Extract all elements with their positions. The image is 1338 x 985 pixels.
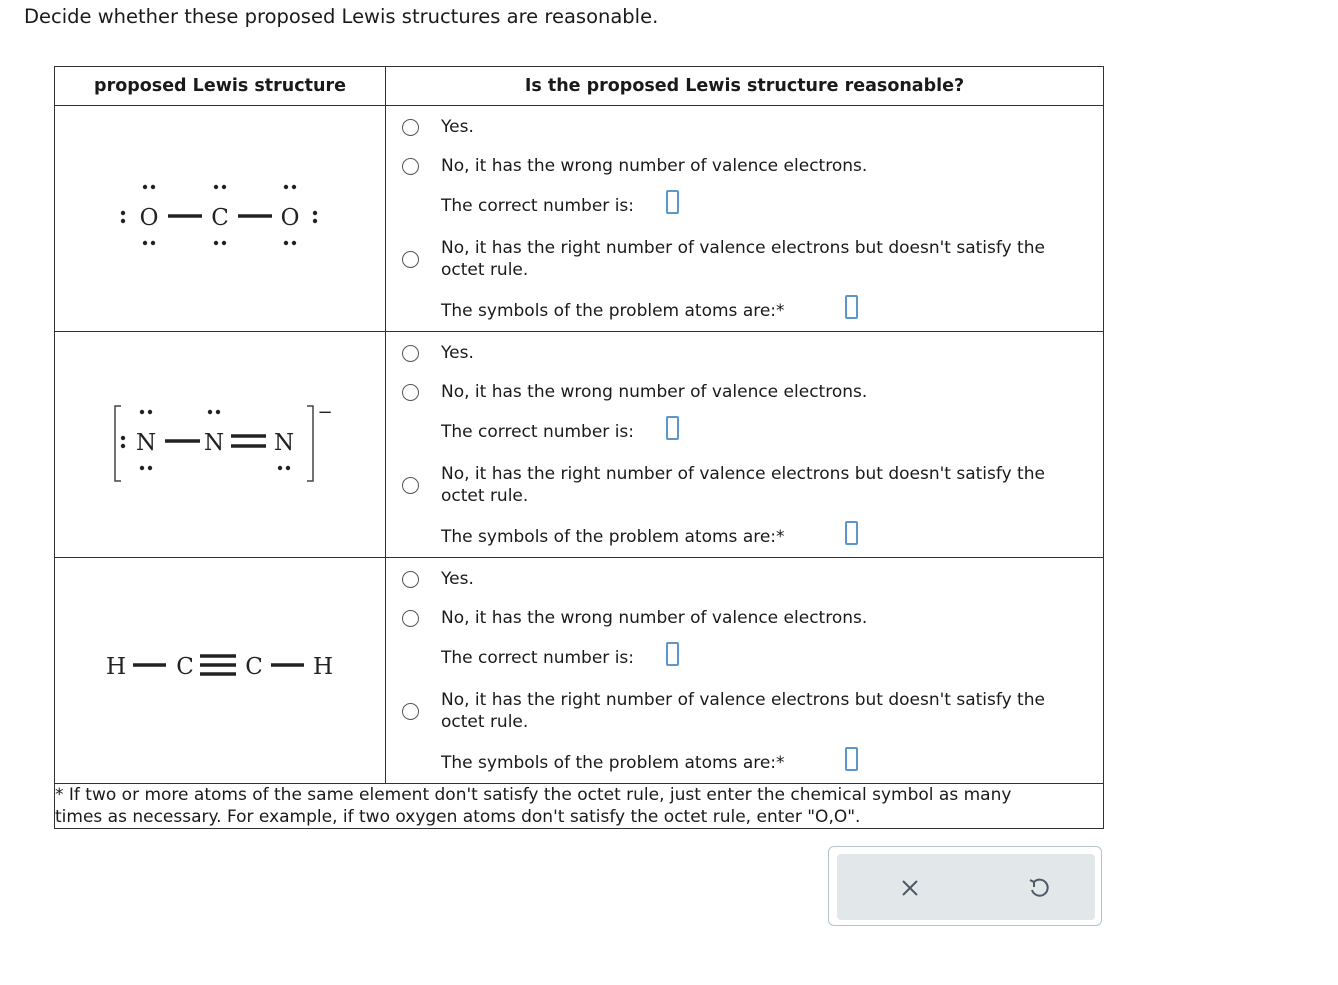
problem-atoms-label: The symbols of the problem atoms are:* [441, 753, 785, 773]
radio-yes[interactable] [402, 345, 419, 362]
radio-yes[interactable] [402, 119, 419, 136]
option-octet[interactable] [386, 463, 1103, 507]
correct-number-input[interactable] [666, 190, 679, 214]
radio-wrong-count[interactable] [402, 610, 419, 627]
atom-o-2: O [280, 205, 300, 231]
footnote-line-2: times as necessary. For example, if two oxygen atoms don't satisfy the octet rule, enter "O,O". [55, 807, 861, 827]
correct-number-label: The correct number is: [441, 648, 635, 668]
problem-atoms-label: The symbols of the problem atoms are:* [441, 301, 785, 321]
lewis-structure-azide [55, 332, 386, 558]
atom-h-2: H [312, 654, 334, 680]
clear-button[interactable] [890, 868, 930, 908]
option-yes[interactable] [386, 568, 1103, 590]
problem-atoms-input[interactable] [845, 747, 858, 771]
azide-structure-diagram [55, 332, 386, 557]
atom-c-1: C [176, 654, 194, 680]
correct-number-input[interactable] [666, 642, 679, 666]
option-label-cont: octet rule. [441, 486, 529, 506]
problem-atoms-input[interactable] [845, 521, 858, 545]
column-header-structure: proposed Lewis structure [55, 67, 386, 106]
radio-octet[interactable] [402, 703, 419, 720]
lewis-structure-acetylene [55, 558, 386, 784]
undo-button[interactable] [1019, 868, 1059, 908]
footnote-line-1: * If two or more atoms of the same element don't satisfy the octet rule, just enter the chemical symbol as many [55, 785, 1012, 805]
lewis-structure-co2 [55, 106, 386, 332]
option-wrong-count[interactable] [386, 381, 1103, 403]
atom-n-1: N [135, 430, 157, 456]
correct-number-label: The correct number is: [441, 422, 635, 442]
acetylene-structure-diagram [55, 558, 386, 783]
undo-icon [1027, 876, 1051, 900]
footnote [55, 784, 1104, 829]
lewis-structure-table [54, 66, 1104, 829]
option-octet[interactable] [386, 237, 1103, 281]
option-octet[interactable] [386, 689, 1103, 733]
radio-wrong-count[interactable] [402, 384, 419, 401]
table-row [55, 332, 1104, 558]
option-label: No, it has the right number of valence electrons but doesn't satisfy the [441, 690, 1045, 710]
option-yes[interactable] [386, 116, 1103, 138]
atom-n-2: N [203, 430, 225, 456]
radio-octet[interactable] [402, 251, 419, 268]
atom-c-2: C [245, 654, 263, 680]
co2-structure-diagram [55, 106, 386, 331]
option-label: Yes. [441, 117, 474, 137]
atom-c-1: C [211, 205, 229, 231]
option-label: Yes. [441, 569, 474, 589]
close-icon [899, 877, 921, 899]
toolbar-panel [837, 854, 1095, 920]
column-header-reasonable: Is the proposed Lewis structure reasonable? [386, 67, 1104, 106]
option-label-cont: octet rule. [441, 260, 529, 280]
atom-h-1: H [105, 654, 127, 680]
radio-wrong-count[interactable] [402, 158, 419, 175]
atom-n-3: N [273, 430, 295, 456]
radio-octet[interactable] [402, 477, 419, 494]
table-row [55, 558, 1104, 784]
answer-options-1 [386, 106, 1104, 332]
option-label: No, it has the right number of valence electrons but doesn't satisfy the [441, 464, 1045, 484]
question-prompt: Decide whether these proposed Lewis structures are reasonable. [24, 5, 659, 28]
answer-toolbar [828, 846, 1102, 926]
radio-yes[interactable] [402, 571, 419, 588]
atom-o-1: O [139, 205, 159, 231]
option-label: No, it has the wrong number of valence electrons. [441, 382, 868, 402]
table-row [55, 106, 1104, 332]
option-wrong-count[interactable] [386, 607, 1103, 629]
option-yes[interactable] [386, 342, 1103, 364]
option-label-cont: octet rule. [441, 712, 529, 732]
option-label: No, it has the wrong number of valence electrons. [441, 608, 868, 628]
option-wrong-count[interactable] [386, 155, 1103, 177]
problem-atoms-input[interactable] [845, 295, 858, 319]
charge-label: − [317, 402, 333, 423]
answer-options-3 [386, 558, 1104, 784]
option-label: No, it has the wrong number of valence electrons. [441, 156, 868, 176]
problem-atoms-label: The symbols of the problem atoms are:* [441, 527, 785, 547]
correct-number-label: The correct number is: [441, 196, 635, 216]
option-label: Yes. [441, 343, 474, 363]
correct-number-input[interactable] [666, 416, 679, 440]
answer-options-2 [386, 332, 1104, 558]
option-label: No, it has the right number of valence electrons but doesn't satisfy the [441, 238, 1045, 258]
